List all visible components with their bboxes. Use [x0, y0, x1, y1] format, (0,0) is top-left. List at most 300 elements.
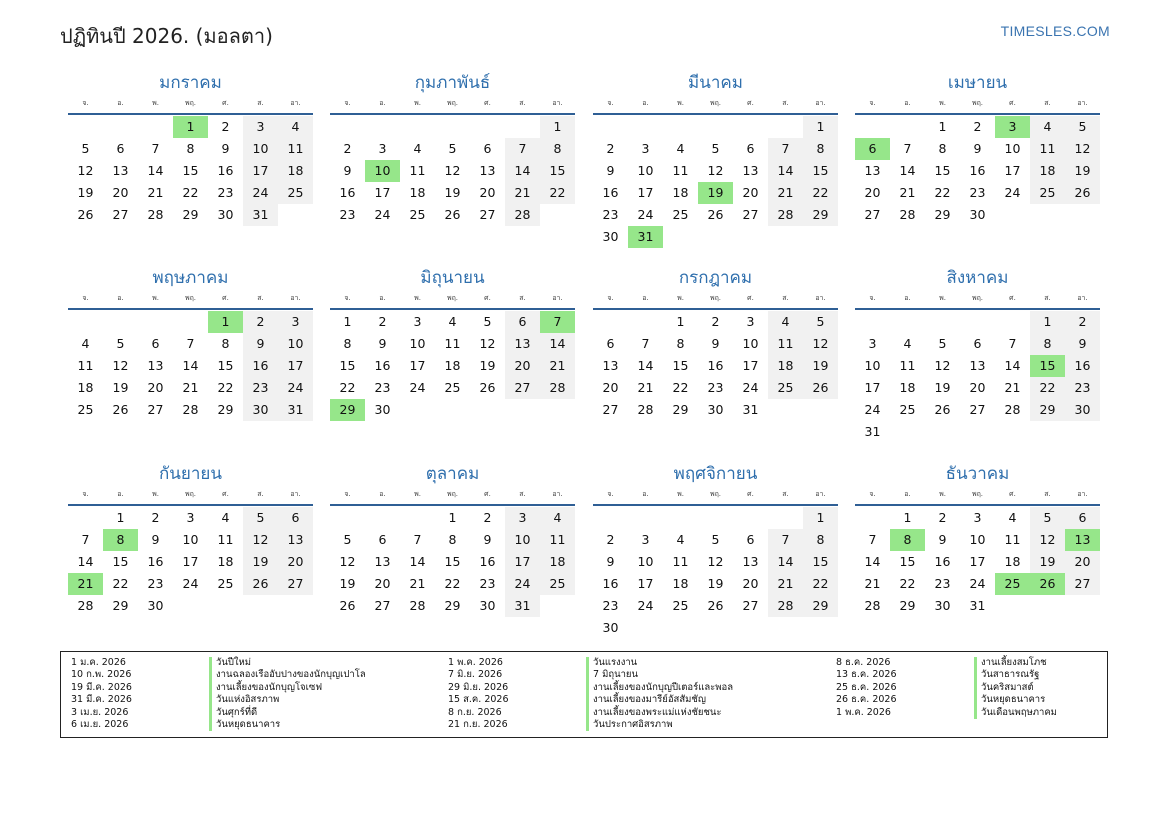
day-cell: 16 [602, 185, 619, 200]
day-cell: 27 [278, 573, 313, 595]
day-cell: 6 [973, 336, 982, 351]
day-cell: 7 [868, 532, 877, 547]
legend-holiday-name: งานเลี้ยงของพระแม่แห่งชัยชนะ [586, 707, 722, 719]
weekday-label: พ. [939, 490, 946, 498]
holiday-day-cell: 1 [208, 311, 243, 333]
day-cell: 3 [973, 510, 982, 525]
day-cell: 20 [1065, 551, 1100, 573]
day-cell: 26 [707, 598, 724, 613]
empty-cell [138, 311, 173, 333]
day-cell: 10 [182, 532, 199, 547]
day-cell: 19 [1065, 160, 1100, 182]
day-cell: 28 [505, 204, 540, 226]
day-cell: 5 [938, 336, 947, 351]
day-cell: 2 [973, 119, 982, 134]
weekday-label: จ. [82, 294, 89, 302]
holiday-day-cell: 8 [103, 529, 138, 551]
day-cell: 31 [864, 424, 881, 439]
day-cell: 9 [343, 163, 352, 178]
weekday-label: ศ. [1009, 294, 1016, 302]
legend-holiday-name: วันศุกร์ที่ดี [209, 707, 257, 719]
day-grid [593, 507, 838, 639]
weekday-label: อ. [642, 490, 649, 498]
day-cell: 10 [742, 336, 759, 351]
day-cell: 5 [81, 141, 90, 156]
day-cell: 21 [147, 185, 164, 200]
day-cell: 23 [602, 598, 619, 613]
day-cell: 9 [606, 163, 615, 178]
weekday-header [593, 291, 838, 305]
day-cell: 12 [934, 358, 951, 373]
day-cell: 16 [969, 163, 986, 178]
holiday-day-cell: 19 [698, 182, 733, 204]
day-cell: 24 [1004, 185, 1021, 200]
month-name: สิงหาคม [946, 268, 1009, 288]
month-block [68, 461, 313, 617]
day-cell: 9 [606, 554, 615, 569]
day-cell: 11 [672, 554, 689, 569]
empty-cell [505, 116, 540, 138]
day-cell: 7 [81, 532, 90, 547]
weekday-label: ส. [782, 294, 789, 302]
day-cell: 31 [742, 402, 759, 417]
day-cell: 20 [505, 355, 540, 377]
day-cell: 6 [151, 336, 160, 351]
site-link[interactable]: TIMESLES.COM [1000, 23, 1110, 39]
weekday-header [855, 487, 1100, 501]
day-cell: 30 [969, 207, 986, 222]
weekday-label: พ. [414, 490, 421, 498]
month-block [593, 461, 838, 639]
day-cell: 14 [768, 551, 803, 573]
day-cell: 5 [1065, 116, 1100, 138]
day-cell: 24 [243, 182, 278, 204]
day-cell: 30 [374, 402, 391, 417]
weekday-label: ศ. [747, 490, 754, 498]
day-cell: 12 [803, 333, 838, 355]
weekday-label: ส. [1044, 490, 1051, 498]
day-cell: 22 [217, 380, 234, 395]
weekday-label: ส. [1044, 99, 1051, 107]
day-grid [68, 507, 313, 617]
day-cell: 18 [768, 355, 803, 377]
holiday-legend [60, 651, 1108, 738]
legend-holiday-name: งานเลี้ยงของนักบุญปีเตอร์และพอล [586, 682, 733, 694]
holiday-day-cell: 13 [1065, 529, 1100, 551]
weekday-label: ศ. [484, 99, 491, 107]
day-grid [330, 507, 575, 617]
day-cell: 25 [540, 573, 575, 595]
day-cell: 1 [803, 507, 838, 529]
empty-cell [68, 507, 103, 529]
day-cell: 24 [742, 380, 759, 395]
day-cell: 12 [707, 554, 724, 569]
day-cell: 23 [479, 576, 496, 591]
day-cell: 2 [1065, 311, 1100, 333]
month-name: เมษายน [947, 73, 1008, 93]
day-cell: 12 [707, 163, 724, 178]
day-cell: 22 [672, 380, 689, 395]
day-cell: 28 [899, 207, 916, 222]
legend-date: 3 เม.ย. 2026 [71, 706, 129, 718]
day-cell: 24 [374, 207, 391, 222]
empty-cell [698, 507, 733, 529]
day-cell: 27 [969, 402, 986, 417]
day-cell: 17 [374, 185, 391, 200]
day-cell: 30 [243, 399, 278, 421]
empty-cell [330, 116, 365, 138]
legend-date: 6 เม.ย. 2026 [71, 718, 129, 730]
day-cell: 26 [112, 402, 129, 417]
day-cell: 18 [672, 576, 689, 591]
day-cell: 28 [182, 402, 199, 417]
weekday-label: ศ. [484, 490, 491, 498]
day-cell: 16 [243, 355, 278, 377]
weekday-label: อ. [642, 99, 649, 107]
day-cell: 28 [768, 595, 803, 617]
day-cell: 31 [969, 598, 986, 613]
empty-cell [400, 116, 435, 138]
day-cell: 29 [934, 207, 951, 222]
header-rule [855, 113, 1100, 115]
day-cell: 2 [378, 314, 387, 329]
header-rule [68, 308, 313, 310]
day-cell: 24 [864, 402, 881, 417]
day-cell: 5 [711, 141, 720, 156]
month-name: มีนาคม [688, 73, 743, 93]
day-cell: 28 [409, 598, 426, 613]
legend-date: 26 ธ.ค. 2026 [836, 694, 897, 706]
weekday-label: อ. [379, 99, 386, 107]
weekday-header [68, 291, 313, 305]
day-cell: 11 [444, 336, 461, 351]
day-cell: 6 [116, 141, 125, 156]
day-cell: 17 [278, 355, 313, 377]
header-rule [330, 504, 575, 506]
legend-holiday-name: วันหยุดธนาคาร [209, 719, 280, 731]
day-cell: 14 [864, 554, 881, 569]
day-cell: 8 [186, 141, 195, 156]
day-cell: 29 [182, 207, 199, 222]
day-cell: 16 [707, 358, 724, 373]
weekday-label: พฤ. [709, 294, 722, 302]
day-cell: 12 [77, 163, 94, 178]
day-cell: 4 [676, 141, 685, 156]
day-cell: 29 [803, 204, 838, 226]
day-cell: 29 [803, 595, 838, 617]
day-cell: 14 [77, 554, 94, 569]
day-cell: 14 [409, 554, 426, 569]
legend-holiday-name: งานเลี้ยงสมโภช [974, 657, 1047, 669]
holiday-day-cell: 21 [68, 573, 103, 595]
day-cell: 9 [221, 141, 230, 156]
day-cell: 8 [448, 532, 457, 547]
header-rule [330, 113, 575, 115]
day-cell: 25 [77, 402, 94, 417]
day-cell: 1 [938, 119, 947, 134]
weekday-header [855, 291, 1100, 305]
day-cell: 18 [899, 380, 916, 395]
day-cell: 6 [1065, 507, 1100, 529]
weekday-label: พฤ. [971, 294, 984, 302]
day-cell: 14 [637, 358, 654, 373]
day-cell: 14 [182, 358, 199, 373]
day-cell: 13 [864, 163, 881, 178]
day-cell: 13 [374, 554, 391, 569]
day-cell: 28 [77, 598, 94, 613]
day-cell: 22 [1030, 377, 1065, 399]
day-cell: 1 [448, 510, 457, 525]
day-cell: 10 [969, 532, 986, 547]
day-cell: 26 [339, 598, 356, 613]
weekday-label: อ. [117, 490, 124, 498]
day-cell: 23 [374, 380, 391, 395]
weekday-label: พ. [152, 99, 159, 107]
day-cell: 7 [641, 336, 650, 351]
day-cell: 17 [637, 576, 654, 591]
weekday-label: ศ. [1009, 99, 1016, 107]
legend-holiday-name: วันสาธารณรัฐ [974, 669, 1039, 681]
day-cell: 16 [217, 163, 234, 178]
day-cell: 6 [746, 141, 755, 156]
day-cell: 30 [147, 598, 164, 613]
day-cell: 29 [899, 598, 916, 613]
day-cell: 2 [343, 141, 352, 156]
holiday-day-cell: 7 [540, 311, 575, 333]
day-cell: 15 [112, 554, 129, 569]
header-rule [330, 308, 575, 310]
legend-date: 15 ส.ค. 2026 [448, 694, 509, 706]
day-cell: 19 [479, 358, 496, 373]
weekday-label: ศ. [222, 294, 229, 302]
weekday-label: อา. [290, 490, 301, 498]
weekday-label: ศ. [222, 99, 229, 107]
day-cell: 1 [116, 510, 125, 525]
day-cell: 5 [483, 314, 492, 329]
day-cell: 11 [217, 532, 234, 547]
day-cell: 2 [606, 532, 615, 547]
weekday-header [68, 96, 313, 110]
legend-holiday-name: งานเลี้ยงของนักบุญโจเซฟ [209, 682, 322, 694]
legend-holiday-name: งานเลี้ยงของมารีย์อัสสัมชัญ [586, 694, 706, 706]
holiday-day-cell: 6 [855, 138, 890, 160]
empty-cell [593, 507, 628, 529]
weekday-label: อ. [642, 294, 649, 302]
day-cell: 26 [243, 573, 278, 595]
day-cell: 6 [378, 532, 387, 547]
day-cell: 22 [444, 576, 461, 591]
day-cell: 4 [903, 336, 912, 351]
weekday-label: อา. [815, 99, 826, 107]
weekday-label: จ. [869, 490, 876, 498]
day-cell: 26 [77, 207, 94, 222]
day-cell: 25 [444, 380, 461, 395]
day-cell: 4 [278, 116, 313, 138]
day-cell: 27 [602, 402, 619, 417]
day-cell: 20 [864, 185, 881, 200]
day-cell: 31 [243, 204, 278, 226]
legend-holiday-name: วันเดือนพฤษภาคม [974, 707, 1057, 719]
day-cell: 4 [1030, 116, 1065, 138]
weekday-label: พฤ. [446, 99, 459, 107]
weekday-label: ส. [257, 99, 264, 107]
day-cell: 30 [707, 402, 724, 417]
day-cell: 29 [672, 402, 689, 417]
day-cell: 11 [899, 358, 916, 373]
day-cell: 20 [278, 551, 313, 573]
day-cell: 10 [1004, 141, 1021, 156]
day-cell: 9 [711, 336, 720, 351]
month-block [855, 70, 1100, 226]
holiday-day-cell: 1 [173, 116, 208, 138]
empty-cell [855, 311, 890, 333]
day-cell: 1 [1030, 311, 1065, 333]
day-cell: 2 [711, 314, 720, 329]
day-cell: 20 [742, 185, 759, 200]
day-cell: 5 [711, 532, 720, 547]
header-rule [855, 504, 1100, 506]
day-cell: 6 [278, 507, 313, 529]
weekday-label: พฤ. [446, 294, 459, 302]
month-block [330, 265, 575, 421]
day-cell: 17 [505, 551, 540, 573]
weekday-label: พฤ. [446, 490, 459, 498]
empty-cell [593, 311, 628, 333]
month-name: มกราคม [159, 73, 222, 93]
empty-cell [138, 116, 173, 138]
day-cell: 30 [602, 620, 619, 635]
day-cell: 22 [803, 182, 838, 204]
day-cell: 11 [409, 163, 426, 178]
day-cell: 25 [409, 207, 426, 222]
day-cell: 7 [768, 138, 803, 160]
day-grid [68, 311, 313, 421]
weekday-label: ส. [257, 294, 264, 302]
day-cell: 20 [374, 576, 391, 591]
day-cell: 12 [1065, 138, 1100, 160]
day-cell: 9 [243, 333, 278, 355]
weekday-header [593, 487, 838, 501]
empty-cell [628, 507, 663, 529]
month-block [330, 461, 575, 617]
day-cell: 4 [221, 510, 230, 525]
day-cell: 26 [1065, 182, 1100, 204]
weekday-label: พ. [152, 294, 159, 302]
holiday-day-cell: 8 [890, 529, 925, 551]
day-cell: 30 [1065, 399, 1100, 421]
day-cell: 12 [112, 358, 129, 373]
month-name: กุมภาพันธ์ [414, 73, 491, 93]
day-cell: 23 [969, 185, 986, 200]
weekday-header [330, 291, 575, 305]
day-cell: 16 [374, 358, 391, 373]
weekday-label: ศ. [222, 490, 229, 498]
weekday-label: อ. [379, 294, 386, 302]
month-name: พฤศจิกายน [673, 464, 758, 484]
legend-date: 25 ธ.ค. 2026 [836, 681, 897, 693]
day-cell: 3 [868, 336, 877, 351]
header-rule [593, 113, 838, 115]
holiday-day-cell: 10 [365, 160, 400, 182]
weekday-label: พฤ. [971, 490, 984, 498]
day-cell: 15 [934, 163, 951, 178]
day-cell: 16 [934, 554, 951, 569]
day-grid [855, 507, 1100, 617]
day-cell: 4 [81, 336, 90, 351]
day-cell: 29 [112, 598, 129, 613]
weekday-header [68, 487, 313, 501]
legend-holiday-name: วันแรงงาน [586, 657, 637, 669]
weekday-header [330, 96, 575, 110]
day-cell: 27 [374, 598, 391, 613]
day-grid [330, 116, 575, 226]
day-cell: 23 [707, 380, 724, 395]
weekday-label: อา. [552, 490, 563, 498]
day-cell: 8 [540, 138, 575, 160]
weekday-label: จ. [607, 490, 614, 498]
empty-cell [68, 116, 103, 138]
weekday-label: จ. [607, 99, 614, 107]
holiday-day-cell: 31 [628, 226, 663, 248]
day-cell: 17 [637, 185, 654, 200]
month-block [593, 70, 838, 248]
day-cell: 14 [147, 163, 164, 178]
day-cell: 19 [243, 551, 278, 573]
day-cell: 7 [505, 138, 540, 160]
day-cell: 3 [378, 141, 387, 156]
day-cell: 25 [217, 576, 234, 591]
day-cell: 22 [803, 573, 838, 595]
day-cell: 25 [278, 182, 313, 204]
day-cell: 24 [637, 598, 654, 613]
day-cell: 13 [147, 358, 164, 373]
day-cell: 21 [768, 182, 803, 204]
weekday-label: ส. [257, 490, 264, 498]
day-cell: 6 [606, 336, 615, 351]
day-cell: 10 [637, 163, 654, 178]
legend-date: 7 มิ.ย. 2026 [448, 669, 503, 681]
empty-cell [768, 507, 803, 529]
weekday-label: ส. [519, 490, 526, 498]
day-cell: 23 [147, 576, 164, 591]
empty-cell [365, 507, 400, 529]
day-cell: 19 [77, 185, 94, 200]
day-cell: 10 [409, 336, 426, 351]
legend-holiday-name: วันปีใหม่ [209, 657, 251, 669]
day-cell: 22 [112, 576, 129, 591]
day-cell: 12 [339, 554, 356, 569]
day-cell: 11 [1030, 138, 1065, 160]
day-cell: 15 [672, 358, 689, 373]
weekday-label: อา. [815, 294, 826, 302]
day-cell: 20 [479, 185, 496, 200]
day-cell: 22 [540, 182, 575, 204]
day-cell: 23 [934, 576, 951, 591]
month-block [330, 70, 575, 226]
legend-date: 21 ก.ย. 2026 [448, 718, 508, 730]
weekday-header [855, 96, 1100, 110]
day-cell: 28 [637, 402, 654, 417]
day-cell: 10 [505, 529, 540, 551]
day-cell: 1 [903, 510, 912, 525]
legend-date: 1 ม.ค. 2026 [71, 657, 126, 668]
day-cell: 10 [243, 138, 278, 160]
weekday-label: อ. [117, 99, 124, 107]
day-cell: 15 [899, 554, 916, 569]
legend-holiday-name: วันประกาศอิสรภาพ [586, 719, 673, 731]
day-cell: 1 [803, 116, 838, 138]
day-cell: 27 [742, 207, 759, 222]
